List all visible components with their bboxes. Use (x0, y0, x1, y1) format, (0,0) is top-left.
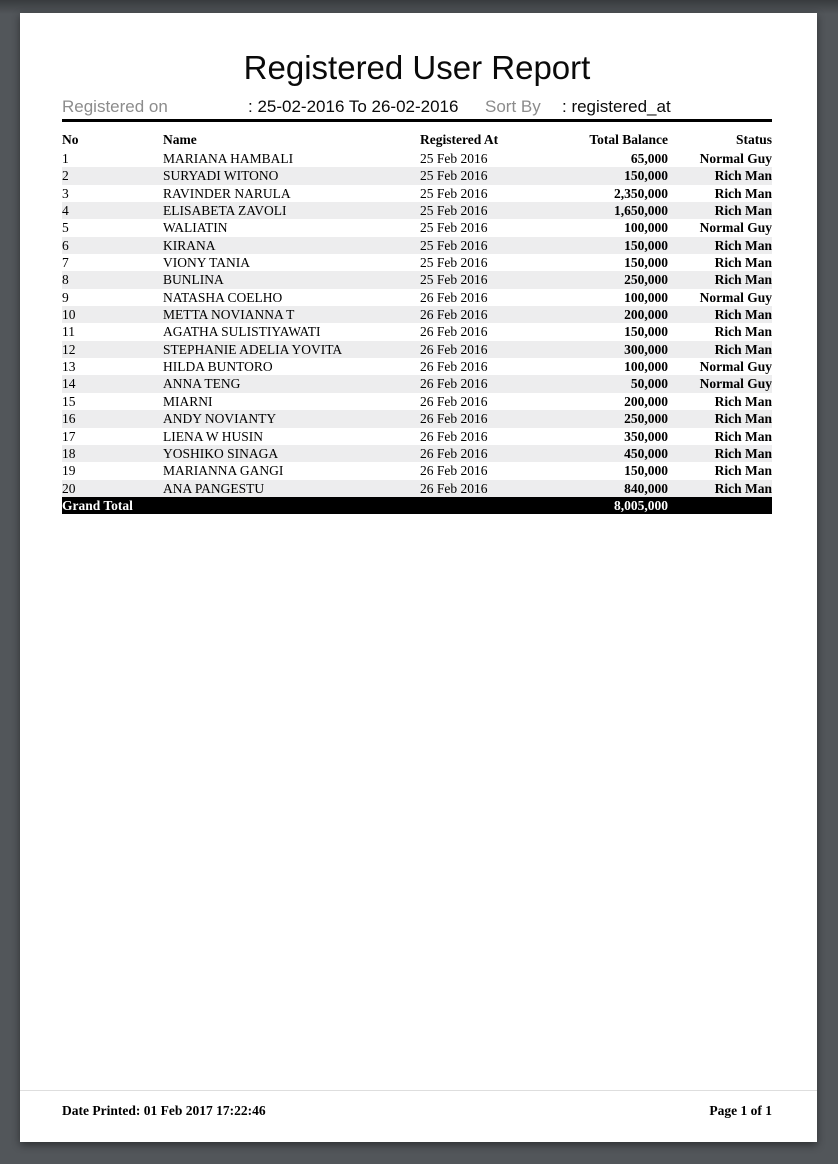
cell-status: Normal Guy (699, 376, 772, 392)
filter-label-registered-on: Registered on (62, 97, 168, 116)
cell-registered-at: 26 Feb 2016 (420, 463, 488, 479)
cell-no: 2 (62, 168, 69, 184)
cell-name: METTA NOVIANNA T (163, 307, 295, 323)
table-row (62, 271, 772, 288)
cell-registered-at: 26 Feb 2016 (420, 393, 488, 409)
cell-status: Normal Guy (699, 220, 772, 236)
cell-name: STEPHANIE ADELIA YOVITA (163, 341, 343, 357)
cell-name: MIARNI (163, 393, 213, 409)
cell-registered-at: 25 Feb 2016 (420, 220, 488, 236)
cell-no: 7 (62, 255, 69, 271)
cell-no: 13 (62, 359, 76, 375)
cell-no: 1 (62, 151, 69, 166)
cell-name: RAVINDER NARULA (163, 185, 291, 201)
cell-status: Rich Man (714, 428, 772, 444)
cell-no: 6 (62, 237, 69, 253)
table-row (62, 375, 772, 392)
cell-total-balance: 150,000 (624, 324, 668, 340)
table-row (62, 428, 772, 445)
report-page (20, 13, 817, 1142)
table-row (62, 393, 772, 410)
cell-total-balance: 840,000 (624, 480, 668, 496)
cell-registered-at: 26 Feb 2016 (420, 341, 488, 357)
cell-no: 18 (62, 445, 76, 461)
cell-status: Rich Man (714, 411, 772, 427)
table-row (62, 289, 772, 306)
cell-total-balance: 250,000 (624, 272, 668, 288)
cell-total-balance: 100,000 (624, 359, 668, 375)
footer-divider (20, 1090, 817, 1091)
filter-value-date-range: : 25-02-2016 To 26-02-2016 (248, 97, 459, 116)
cell-no: 8 (62, 272, 69, 288)
cell-status: Rich Man (714, 307, 772, 323)
cell-no: 14 (62, 376, 76, 392)
cell-total-balance: 250,000 (624, 411, 668, 427)
table-row (62, 410, 772, 427)
table-row (62, 480, 772, 497)
cell-status: Rich Man (714, 463, 772, 479)
cell-registered-at: 25 Feb 2016 (420, 272, 488, 288)
cell-registered-at: 25 Feb 2016 (420, 185, 488, 201)
cell-name: ELISABETA ZAVOLI (163, 203, 287, 219)
cell-total-balance: 200,000 (624, 307, 668, 323)
grand-total-spacer (668, 497, 772, 515)
cell-registered-at: 26 Feb 2016 (420, 445, 488, 461)
report-table (62, 132, 772, 514)
cell-no: 9 (62, 289, 69, 305)
cell-status: Rich Man (714, 480, 772, 496)
table-row (62, 341, 772, 358)
cell-name: SURYADI WITONO (163, 168, 279, 184)
cell-registered-at: 25 Feb 2016 (420, 203, 488, 219)
grand-total-row (62, 497, 772, 515)
table-row (62, 185, 772, 202)
filter-value-sort-by: : registered_at (562, 97, 671, 116)
col-header-no: No (62, 132, 79, 147)
table-row (62, 202, 772, 219)
cell-total-balance: 300,000 (624, 341, 668, 357)
cell-name: AGATHA SULISTIYAWATI (163, 324, 321, 340)
cell-status: Rich Man (714, 445, 772, 461)
cell-no: 12 (62, 341, 76, 357)
table-row (62, 237, 772, 254)
cell-registered-at: 26 Feb 2016 (420, 411, 488, 427)
cell-no: 11 (62, 324, 75, 340)
cell-total-balance: 100,000 (624, 220, 668, 236)
cell-total-balance: 1,650,000 (614, 203, 668, 219)
grand-total-value: 8,005,000 (614, 497, 668, 513)
report-table-body (62, 150, 772, 497)
cell-name: VIONY TANIA (163, 255, 251, 271)
cell-registered-at: 26 Feb 2016 (420, 307, 488, 323)
grand-total-label: Grand Total (62, 497, 133, 513)
cell-no: 5 (62, 220, 69, 236)
cell-total-balance: 150,000 (624, 237, 668, 253)
cell-no: 15 (62, 393, 76, 409)
cell-registered-at: 26 Feb 2016 (420, 359, 488, 375)
cell-registered-at: 26 Feb 2016 (420, 289, 488, 305)
cell-total-balance: 150,000 (624, 463, 668, 479)
cell-no: 17 (62, 428, 76, 444)
cell-status: Rich Man (714, 341, 772, 357)
cell-name: WALIATIN (163, 220, 228, 236)
cell-name: KIRANA (163, 237, 216, 253)
report-title: Registered User Report (243, 49, 591, 86)
cell-status: Rich Man (714, 255, 772, 271)
cell-status: Normal Guy (699, 289, 772, 305)
cell-no: 3 (62, 185, 69, 201)
cell-no: 10 (62, 307, 76, 323)
cell-registered-at: 26 Feb 2016 (420, 480, 488, 496)
table-row (62, 306, 772, 323)
cell-registered-at: 26 Feb 2016 (420, 376, 488, 392)
cell-name: HILDA BUNTORO (163, 359, 273, 375)
cell-name: MARIANNA GANGI (163, 463, 284, 479)
cell-name: YOSHIKO SINAGA (163, 445, 279, 461)
report-footer (62, 1103, 772, 1119)
cell-name: NATASHA COELHO (163, 289, 283, 305)
table-row (62, 167, 772, 184)
cell-registered-at: 26 Feb 2016 (420, 428, 488, 444)
table-row (62, 219, 772, 236)
cell-total-balance: 350,000 (624, 428, 668, 444)
cell-status: Rich Man (714, 185, 772, 201)
cell-no: 19 (62, 463, 76, 479)
table-row (62, 445, 772, 462)
col-header-registered-at: Registered At (420, 132, 499, 147)
cell-status: Rich Man (714, 203, 772, 219)
cell-status: Rich Man (714, 393, 772, 409)
cell-registered-at: 25 Feb 2016 (420, 237, 488, 253)
table-row (62, 358, 772, 375)
table-row (62, 462, 772, 479)
cell-no: 16 (62, 411, 76, 427)
cell-registered-at: 25 Feb 2016 (420, 168, 488, 184)
col-header-total-balance: Total Balance (589, 132, 668, 147)
cell-name: ANDY NOVIANTY (163, 411, 277, 427)
cell-status: Rich Man (714, 168, 772, 184)
cell-registered-at: 25 Feb 2016 (420, 151, 488, 166)
cell-total-balance: 100,000 (624, 289, 668, 305)
cell-name: MARIANA HAMBALI (163, 151, 294, 166)
cell-status: Normal Guy (699, 151, 772, 166)
filter-label-sort-by: Sort By (485, 97, 541, 116)
cell-total-balance: 150,000 (624, 168, 668, 184)
cell-total-balance: 150,000 (624, 255, 668, 271)
cell-no: 4 (62, 203, 69, 219)
cell-status: Normal Guy (699, 359, 772, 375)
cell-total-balance: 450,000 (624, 445, 668, 461)
col-header-name: Name (163, 132, 197, 147)
cell-registered-at: 25 Feb 2016 (420, 255, 488, 271)
cell-status: Rich Man (714, 324, 772, 340)
page-number-label: Page 1 of 1 (709, 1103, 772, 1118)
table-row (62, 254, 772, 271)
cell-status: Rich Man (714, 272, 772, 288)
cell-total-balance: 65,000 (630, 151, 668, 166)
col-header-status: Status (735, 132, 772, 147)
filter-row (62, 97, 772, 117)
table-row (62, 150, 772, 167)
cell-total-balance: 200,000 (624, 393, 668, 409)
cell-name: LIENA W HUSIN (163, 428, 263, 444)
cell-total-balance: 50,000 (630, 376, 668, 392)
cell-name: ANA PANGESTU (163, 480, 265, 496)
cell-total-balance: 2,350,000 (614, 185, 668, 201)
table-header-row (62, 132, 772, 150)
cell-name: BUNLINA (163, 272, 224, 288)
table-row (62, 323, 772, 340)
cell-no: 20 (62, 480, 76, 496)
cell-name: ANNA TENG (163, 376, 241, 392)
cell-status: Rich Man (714, 237, 772, 253)
date-printed-label: Date Printed: 01 Feb 2017 17:22:46 (62, 1103, 266, 1118)
header-divider (62, 119, 772, 122)
cell-registered-at: 26 Feb 2016 (420, 324, 488, 340)
